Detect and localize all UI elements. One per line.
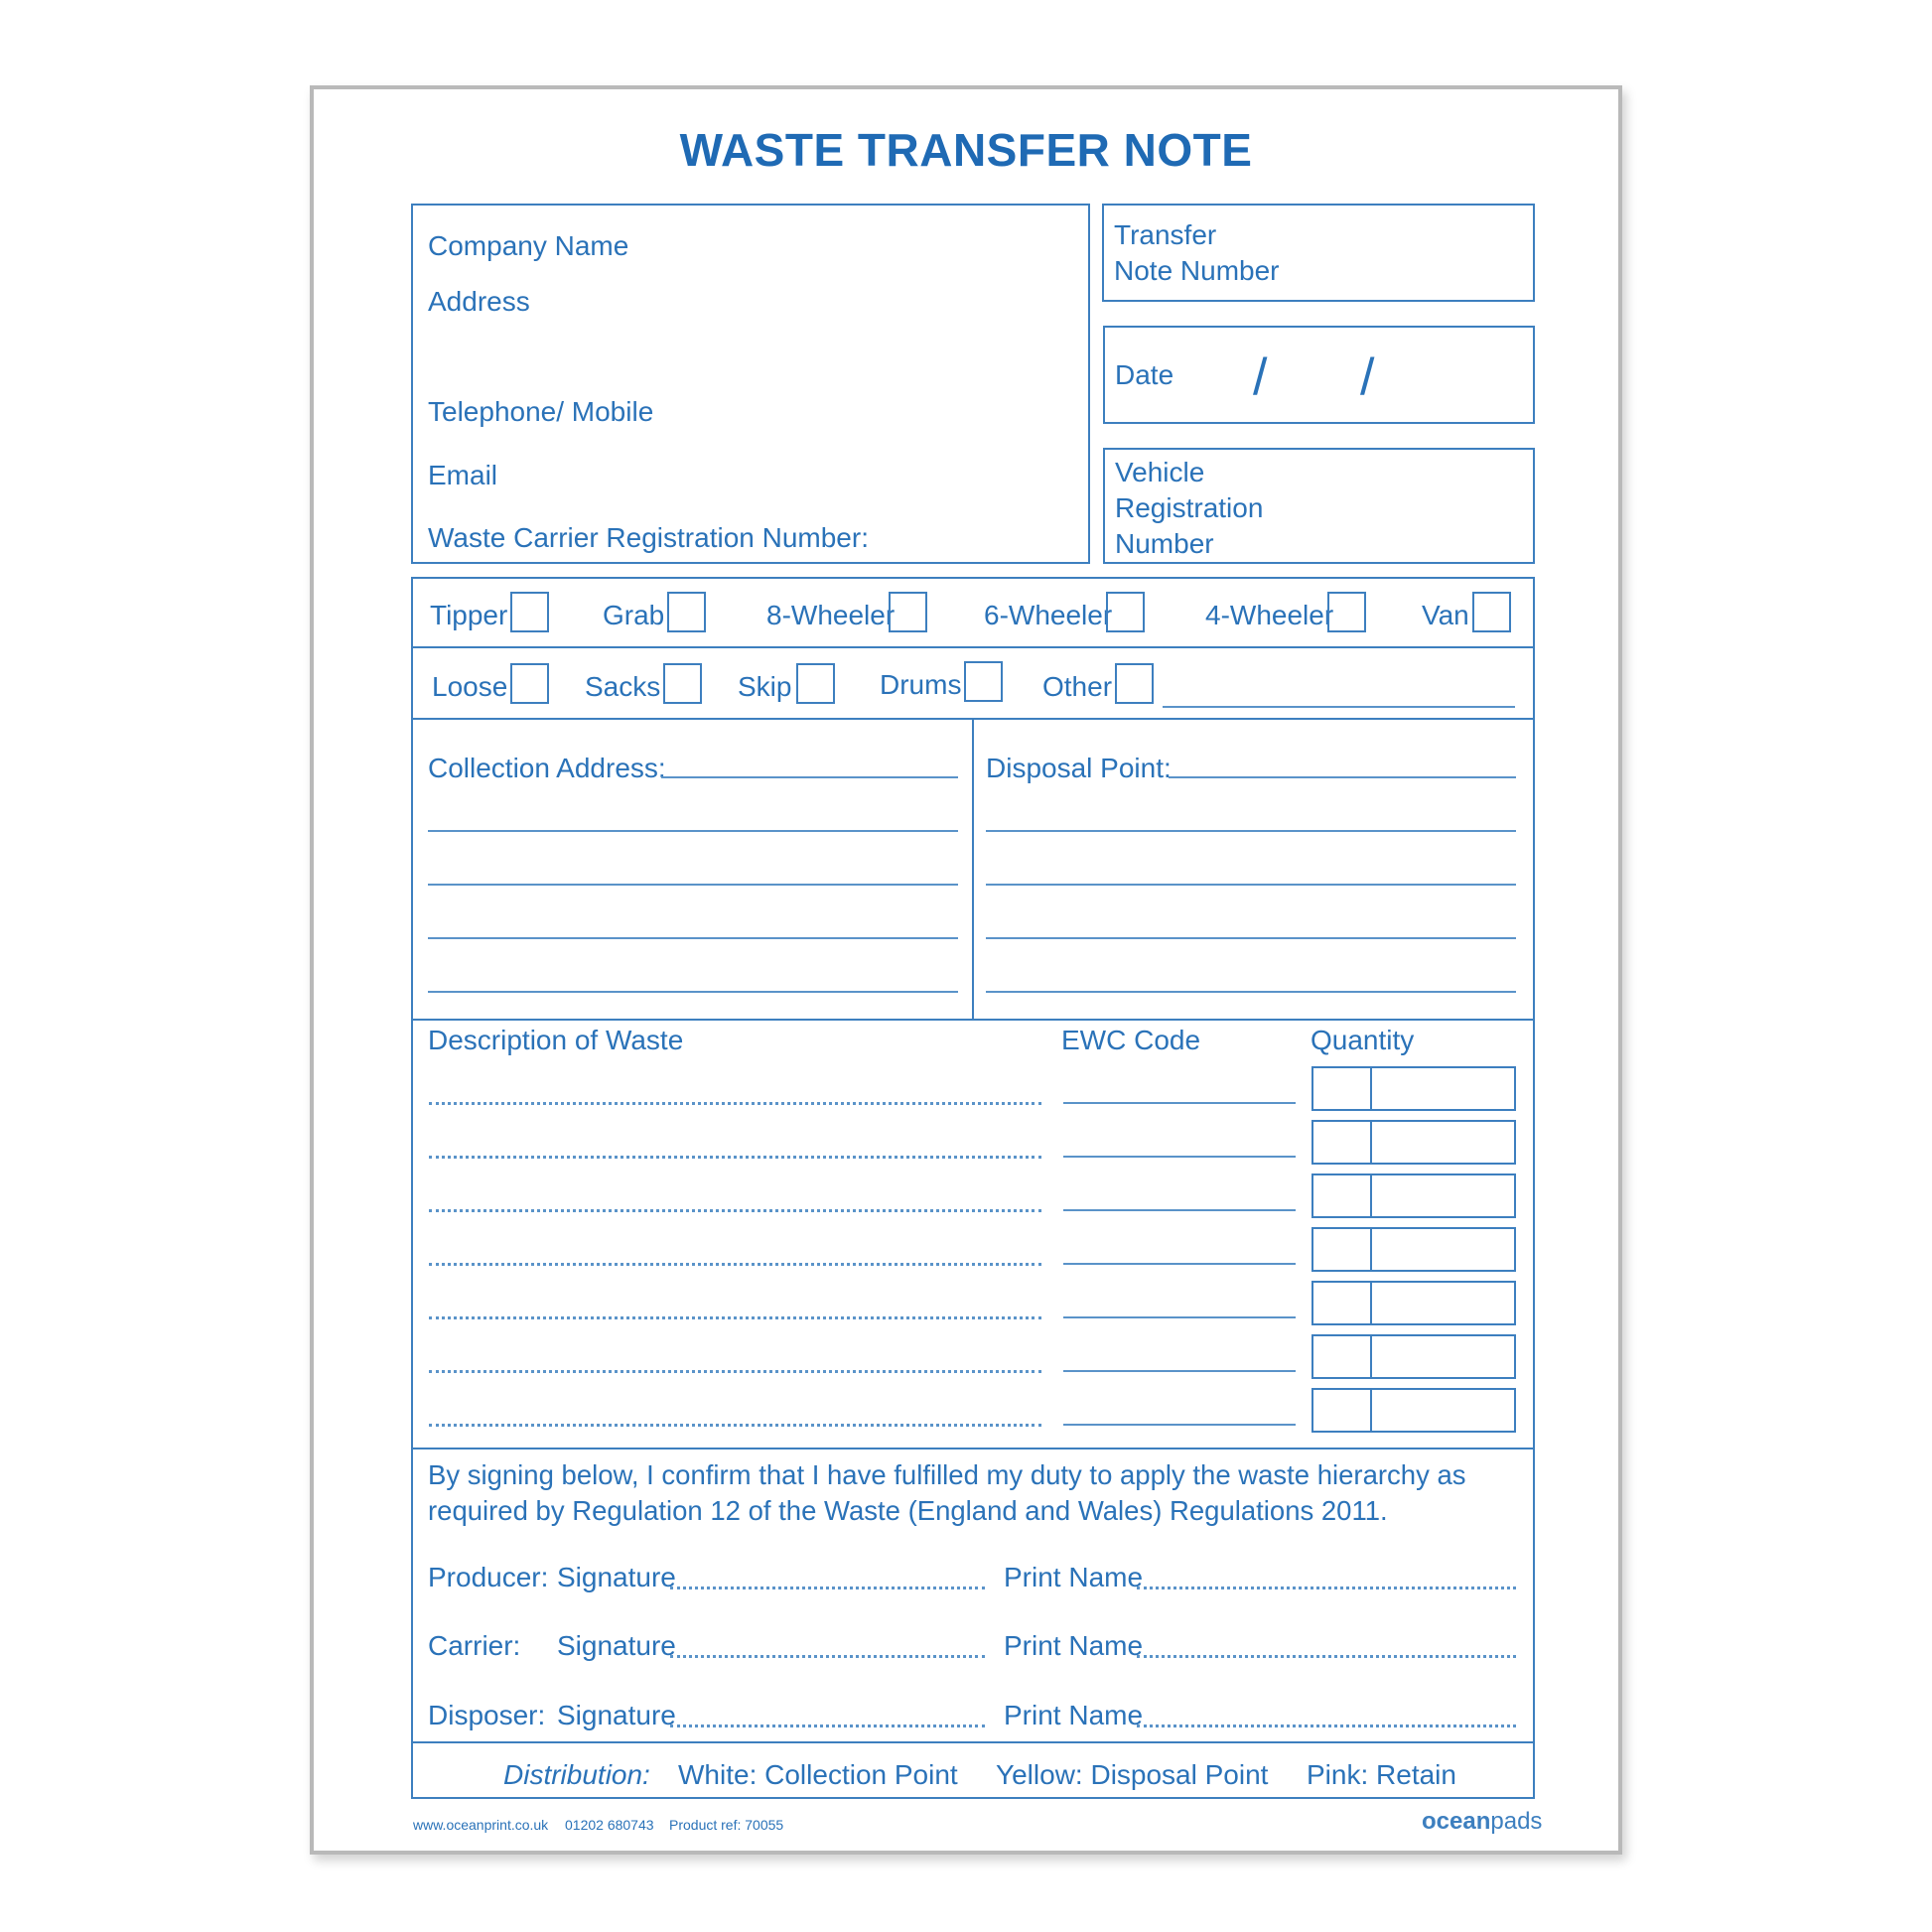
email-label: Email <box>428 460 498 490</box>
waste-description-line[interactable] <box>429 1102 1041 1105</box>
signature-line[interactable] <box>670 1587 985 1589</box>
collection-address-line[interactable] <box>428 830 958 832</box>
form-title: WASTE TRANSFER NOTE <box>679 124 1253 176</box>
container-other-line[interactable] <box>1163 706 1515 708</box>
quantity-box[interactable] <box>1311 1120 1516 1165</box>
company-name-label: Company Name <box>428 230 629 261</box>
container-drums-checkbox[interactable] <box>964 661 1003 702</box>
ewc-code-line[interactable] <box>1063 1263 1296 1265</box>
disposal-point-line[interactable] <box>986 830 1516 832</box>
transfer-note-label: Transfer Note Number <box>1114 219 1280 286</box>
quantity-box[interactable] <box>1311 1281 1516 1325</box>
ewc-code-line[interactable] <box>1063 1316 1296 1318</box>
description-of-waste-label: Description of Waste <box>428 1025 684 1055</box>
vehicle-registration-label: Vehicle Registration Number <box>1115 457 1264 559</box>
ewc-code-line[interactable] <box>1063 1102 1296 1104</box>
waste-description-line[interactable] <box>429 1370 1041 1373</box>
signature-line[interactable] <box>670 1655 985 1658</box>
vehicle-4-wheeler-checkbox[interactable] <box>1327 592 1366 632</box>
print-name-label: Print Name <box>1004 1562 1144 1592</box>
divider-waste <box>411 1448 1535 1449</box>
telephone-label: Telephone/ Mobile <box>428 396 654 427</box>
signatory-role: Carrier: <box>428 1630 521 1661</box>
date-label: Date <box>1115 359 1174 390</box>
ewc-code-label: EWC Code <box>1061 1025 1201 1055</box>
disposal-point-line[interactable] <box>986 991 1516 993</box>
waste-description-line[interactable] <box>429 1316 1041 1319</box>
container-sacks-checkbox[interactable] <box>663 663 702 704</box>
ewc-code-line[interactable] <box>1063 1370 1296 1372</box>
collection-address-line[interactable] <box>428 937 958 939</box>
waste-description-line[interactable] <box>429 1209 1041 1212</box>
quantity-box[interactable] <box>1311 1388 1516 1433</box>
vehicle-tipper-label: Tipper <box>430 600 508 630</box>
ewc-code-line[interactable] <box>1063 1209 1296 1211</box>
container-sacks-label: Sacks <box>585 671 661 702</box>
print-name-line[interactable] <box>1137 1587 1516 1589</box>
container-loose-label: Loose <box>432 671 508 702</box>
distribution-label: Distribution: <box>503 1759 650 1790</box>
quantity-box[interactable] <box>1311 1334 1516 1379</box>
ewc-code-line[interactable] <box>1063 1424 1296 1426</box>
carrier-registration-label: Waste Carrier Registration Number: <box>428 522 869 553</box>
vehicle-4-wheeler-label: 4-Wheeler <box>1205 600 1334 630</box>
collection-address-line[interactable] <box>428 884 958 886</box>
vehicle-8-wheeler-label: 8-Wheeler <box>766 600 896 630</box>
print-name-line[interactable] <box>1137 1725 1516 1727</box>
vehicle-6-wheeler-label: 6-Wheeler <box>984 600 1113 630</box>
vehicle-van-checkbox[interactable] <box>1472 592 1511 632</box>
print-name-line[interactable] <box>1137 1655 1516 1658</box>
signature-line[interactable] <box>670 1725 985 1727</box>
print-name-label: Print Name <box>1004 1700 1144 1730</box>
signature-label: Signature <box>557 1700 676 1730</box>
signature-label: Signature <box>557 1630 676 1661</box>
divider-vehicles <box>411 646 1535 648</box>
divider-address-columns <box>972 718 974 1019</box>
container-loose-checkbox[interactable] <box>510 663 549 704</box>
waste-description-line[interactable] <box>429 1156 1041 1159</box>
divider-addresses <box>411 1019 1535 1021</box>
distribution-pink: Pink: Retain <box>1307 1759 1456 1790</box>
oceanpads-logo-bold: ocean <box>1422 1808 1491 1835</box>
vehicle-tipper-checkbox[interactable] <box>510 592 549 632</box>
vehicle-grab-checkbox[interactable] <box>667 592 706 632</box>
container-other-checkbox[interactable] <box>1115 663 1154 704</box>
collection-address-line[interactable] <box>428 991 958 993</box>
disposal-point-line[interactable] <box>1169 776 1516 778</box>
vehicle-van-label: Van <box>1422 600 1469 630</box>
address-label: Address <box>428 286 530 317</box>
quantity-box[interactable] <box>1311 1173 1516 1218</box>
ewc-code-line[interactable] <box>1063 1156 1296 1158</box>
signatory-role: Producer: <box>428 1562 549 1592</box>
collection-address-line[interactable] <box>661 776 958 778</box>
print-name-label: Print Name <box>1004 1630 1144 1661</box>
waste-description-line[interactable] <box>429 1263 1041 1266</box>
vehicle-grab-label: Grab <box>603 600 665 630</box>
signature-label: Signature <box>557 1562 676 1592</box>
footer-website: www.oceanprint.co.uk <box>413 1817 549 1833</box>
quantity-box[interactable] <box>1311 1066 1516 1111</box>
container-drums-label: Drums <box>880 669 962 700</box>
disposal-point-line[interactable] <box>986 937 1516 939</box>
disposal-point-line[interactable] <box>986 884 1516 886</box>
date-separator-1: / <box>1253 348 1268 406</box>
signatory-role: Disposer: <box>428 1700 546 1730</box>
footer-product-ref: Product ref: 70055 <box>669 1817 784 1833</box>
quantity-box[interactable] <box>1311 1227 1516 1272</box>
quantity-label: Quantity <box>1311 1025 1415 1055</box>
oceanpads-logo-light: pads <box>1490 1808 1543 1835</box>
vehicle-6-wheeler-checkbox[interactable] <box>1106 592 1145 632</box>
footer-phone: 01202 680743 <box>565 1817 654 1833</box>
container-skip-checkbox[interactable] <box>796 663 835 704</box>
waste-description-line[interactable] <box>429 1424 1041 1427</box>
collection-address-label: Collection Address: <box>428 753 666 783</box>
disposal-point-label: Disposal Point: <box>986 753 1172 783</box>
declaration-text: By signing below, I confirm that I have fulfilled my duty to apply the waste hierarchy as required by Regulation 12 of the Waste (England and Wales) Regulations 2011. <box>428 1459 1466 1526</box>
vehicle-8-wheeler-checkbox[interactable] <box>889 592 927 632</box>
distribution-yellow: Yellow: Disposal Point <box>996 1759 1269 1790</box>
oceanpads-logo <box>1422 1808 1542 1836</box>
distribution-white: White: Collection Point <box>678 1759 958 1790</box>
container-skip-label: Skip <box>738 671 792 702</box>
container-other-label: Other <box>1042 671 1113 702</box>
date-separator-2: / <box>1360 348 1375 406</box>
divider-signatures <box>411 1741 1535 1743</box>
